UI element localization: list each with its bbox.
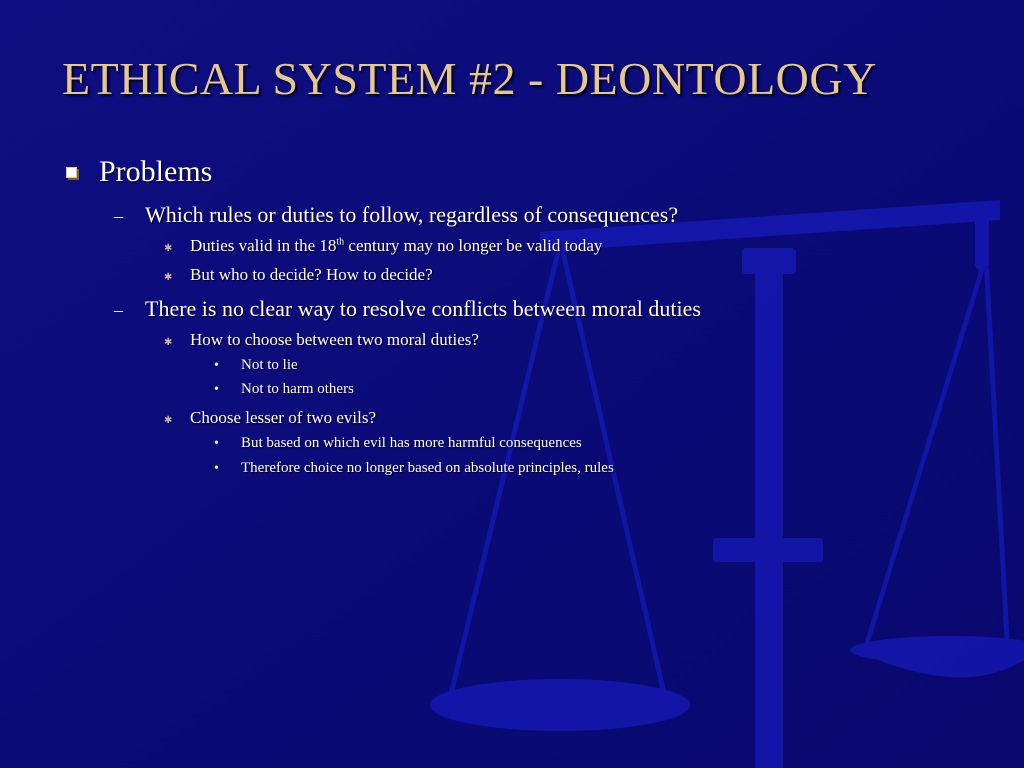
bullet-text: There is no clear way to resolve conflicts between moral duties — [145, 296, 701, 321]
bullet-text: But based on which evil has more harmful consequences — [241, 435, 582, 451]
superscript-th: th — [336, 236, 345, 248]
bullet-no-clear-way — [114, 296, 701, 322]
bullet-text-part: Duties valid in the 18 — [190, 236, 337, 255]
slide-title: ETHICAL SYSTEM #2 - DEONTOLOGY — [62, 53, 877, 104]
bullet-text: Not to harm others — [241, 381, 354, 397]
star-bullet-icon: ✱ — [164, 415, 173, 426]
bullet-who-decide — [164, 265, 433, 285]
bullet-lesser-evil — [164, 408, 376, 428]
dash-bullet-icon: – — [114, 300, 123, 320]
bullet-not-lie — [214, 357, 298, 374]
bullet-text-part: century may no longer be valid today — [344, 236, 603, 255]
bullet-text: Therefore choice no longer based on absolute principles, rules — [241, 460, 614, 476]
bullet-text — [190, 236, 602, 256]
bullet-text: But who to decide? How to decide? — [190, 265, 433, 284]
bullet-therefore — [214, 460, 614, 477]
star-bullet-icon: ✱ — [164, 337, 173, 348]
dash-bullet-icon: – — [114, 206, 123, 226]
dot-bullet-icon: • — [214, 436, 219, 451]
bullet-text: Which rules or duties to follow, regardless of consequences? — [145, 202, 679, 227]
bullet-based-evil — [214, 435, 582, 452]
star-bullet-icon: ✱ — [164, 272, 173, 283]
bullet-how-choose — [164, 330, 479, 350]
bullet-text: How to choose between two moral duties? — [190, 330, 479, 349]
dot-bullet-icon: • — [214, 461, 219, 476]
bullet-which-rules — [114, 202, 678, 228]
bullet-text: Problems — [99, 155, 213, 188]
bullet-text: Not to lie — [241, 357, 298, 373]
square-bullet-icon — [66, 167, 77, 178]
bullet-not-harm — [214, 381, 354, 398]
bullet-problems — [66, 155, 212, 189]
dot-bullet-icon: • — [214, 358, 219, 373]
bullet-text: Choose lesser of two evils? — [190, 408, 377, 427]
star-bullet-icon: ✱ — [164, 243, 173, 254]
bullet-duties-valid — [164, 236, 602, 256]
dot-bullet-icon: • — [214, 382, 219, 397]
